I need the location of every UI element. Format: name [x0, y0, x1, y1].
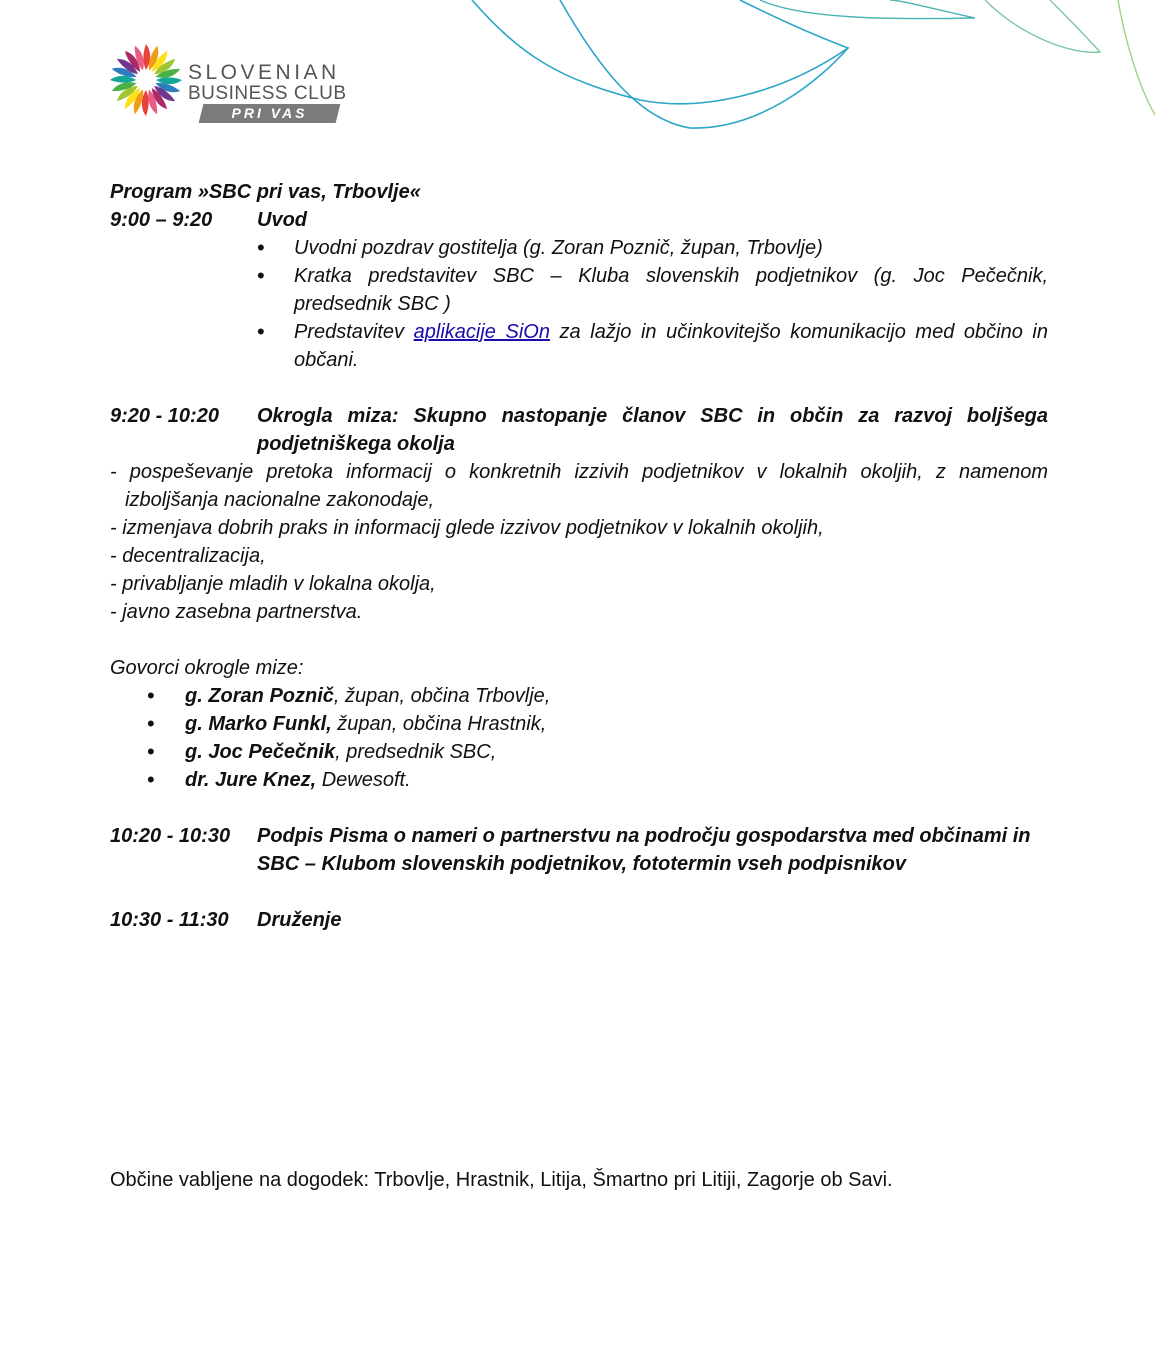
sunflower-icon	[108, 42, 184, 118]
topic-item: - izmenjava dobrih praks in informacij glede izzivov podjetnikov v lokalnih okoljih,	[110, 517, 824, 539]
speaker-item	[147, 738, 1048, 766]
speakers-list	[147, 682, 1048, 794]
session-time: 9:20 - 10:20	[110, 405, 219, 427]
session-1	[110, 206, 1048, 234]
program-title: Program »SBC pri vas, Trbovlje«	[110, 181, 421, 203]
session-2	[110, 402, 1048, 458]
item-text: Predstavitev	[294, 321, 414, 343]
session-time: 10:30 - 11:30	[110, 909, 229, 931]
invited-municipalities: Občine vabljene na dogodek: Trbovlje, Hrastnik, Litija, Šmartno pri Litiji, Zagorje ob Savi.	[110, 1169, 893, 1191]
session-time: 10:20 - 10:30	[110, 825, 231, 847]
speaker-name: g. Marko Funkl,	[185, 713, 332, 735]
speaker-name: dr. Jure Knez,	[185, 769, 317, 791]
list-item: • Kratka predstavitev SBC – Kluba slovenskih podjetnikov (g. Joc Pečečnik, predsednik SBC )	[257, 262, 1048, 318]
sion-app-link[interactable]: aplikacije SiOn	[413, 321, 550, 343]
topic-item: - javno zasebna partnerstva.	[110, 601, 363, 623]
logo-badge	[199, 104, 341, 123]
sbc-logo	[108, 40, 368, 126]
speaker-item	[147, 710, 1048, 738]
topic-item: - decentralizacija,	[110, 545, 266, 567]
speaker-item	[147, 682, 1048, 710]
speaker-role: , predsednik SBC,	[335, 741, 497, 763]
session-3	[110, 822, 1048, 878]
session-title: Druženje	[257, 909, 342, 931]
speaker-role: župan, občina Hrastnik,	[331, 713, 547, 735]
session-1-items	[257, 234, 1048, 374]
session-title: Okrogla miza: Skupno nastopanje članov SBC in občin za razvoj boljšega podjetniškega okolja	[257, 405, 1048, 455]
speakers-label: Govorci okrogle mize:	[110, 657, 304, 679]
speaker-name: g. Zoran Poznič	[185, 685, 334, 707]
list-item: • Uvodni pozdrav gostitelja (g. Zoran Poznič, župan, Trbovlje)	[257, 234, 1048, 262]
topic-item: - pospeševanje pretoka informacij o konkretnih izzivih podjetnikov v lokalnih okoljih, z namenom izboljšanja nacionalne zakonodaje,	[110, 461, 1048, 511]
topic-item: - privabljanje mladih v lokalna okolja,	[110, 573, 436, 595]
logo-text	[188, 62, 347, 104]
session-title: Uvod	[257, 209, 307, 231]
speaker-name: g. Joc Pečečnik	[185, 741, 336, 763]
logo-line-1: SLOVENIAN	[188, 61, 340, 84]
session-time: 9:00 – 9:20	[110, 209, 213, 231]
logo-line-2: BUSINESS CLUB	[188, 83, 347, 104]
round-table-topics	[110, 458, 1048, 626]
speaker-item	[147, 766, 1048, 794]
session-title: Podpis Pisma o nameri o partnerstvu na področju gospodarstva med občinami in SBC – Klubom slovenskih podjetnikov, fototermin vseh podpisnikov	[257, 825, 1031, 875]
logo-badge-text: PRI VAS	[231, 105, 308, 121]
speaker-role: , župan, občina Trbovlje,	[333, 685, 551, 707]
item-text: za lažjo in učinkovitejšo komunikacijo med občino in občani.	[294, 321, 1048, 371]
list-item	[257, 318, 1048, 374]
session-4	[110, 906, 1048, 934]
speaker-role: Dewesoft.	[316, 769, 411, 791]
program-document	[110, 178, 1048, 934]
